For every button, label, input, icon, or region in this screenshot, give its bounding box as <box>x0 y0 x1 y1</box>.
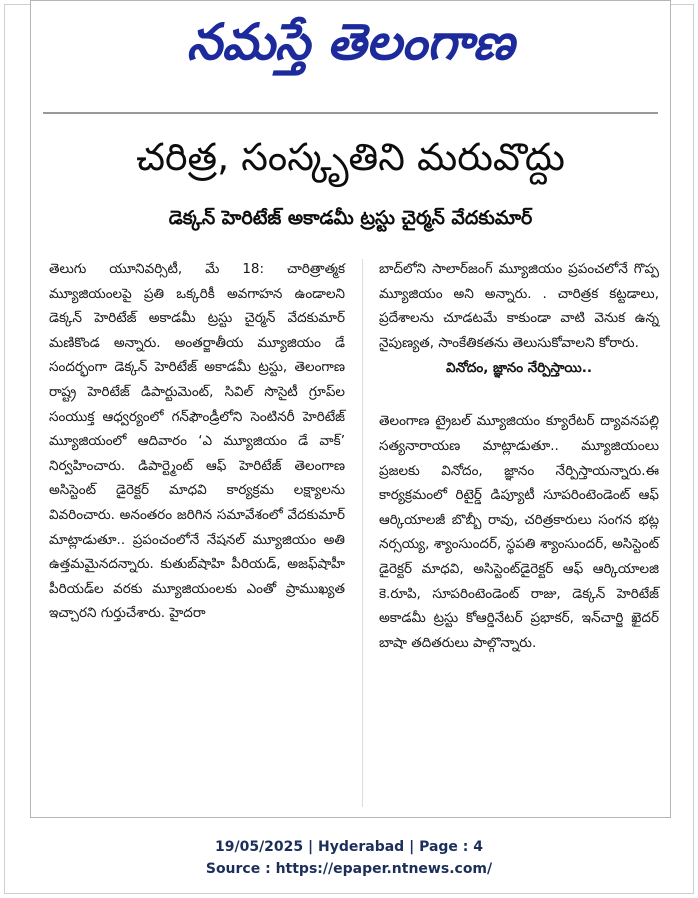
article-paragraph: తెలుగు యూనివర్సిటీ, మే 18: చారిత్రాత్మక మ్యూజియంలపై ప్రతి ఒక్కరికీ అవగాహన ఉండాలని డెక్కన్ హెరిటేజ్ అకాడమీ ట్రస్టు చైర్మన్ వేదకుమార్ మణికొండ అన్నారు. అంతర్జాతీయ మ్యూజియం డే సందర్భంగా డెక్కన్ హెరిటేజ్ అకాడమీ ట్రస్టు, తెలంగాణ రాష్ట్ర హెరిటేజ్ డిపార్టుమెంట్, సివిల్ సొసైటీ గ్రూప్‌ల సంయుక్త ఆధ్వర్యంలో గన్‌ఫౌండ్రీలోని సెంటినరీ హెరిటేజ్ మ్యూజియంలో ఆదివారం ‘ఎ మ్యూజియం డే వాక్’ నిర్వహించారు. డిపార్ట్మెంట్ ఆఫ్ హెరిటేజ్ తెలంగాణ అసిస్టెంట్ డైరెక్టర్ మాధవి కార్యక్రమ లక్ష్యాలను వివరించారు. అనంతరం జరిగిన సమావేశంలో వేదకుమార్ మాట్లాడుతూ.. ప్రపంచంలోనే నేషనల్ మ్యూజియం అతి ఉత్తమమైనదన్నారు. కుతుబ్‌షాహి పీరియడ్, అజఫ్‌షాహీ పీరియడ్‌ల వరకు మ్యూజియంలకు ఎంతో ప్రాముఖ్యత ఇచ్చారని గుర్తుచేశారు. హైదరా <box>49 261 345 622</box>
header-rule <box>43 112 658 114</box>
article-subheadline: డెక్కన్ హెరిటేజ్ అకాడమీ ట్రస్టు చైర్మన్ వేదకుమార్ <box>168 207 533 229</box>
section-gap <box>379 381 659 409</box>
article-column-2 <box>379 257 659 655</box>
newspaper-logo: నమస్తే తెలంగాణ <box>186 13 515 71</box>
article-paragraph: బాద్‌లోని సాలార్‌జంగ్ మ్యూజియం ప్రపంచలోనే గొప్ప మ్యూజియం అని అన్నారు. . చారిత్రక కట్టడాలు, ప్రదేశాలను చూడటమే కాకుండా వాటి వెనుక ఉన్న నైపుణ్యత, సాంకేతికతను తెలుసుకోవాలని కోరారు. <box>379 261 659 351</box>
article-headline: చరిత్ర, సంస్కృతిని మరువొద్దు <box>136 135 565 179</box>
page-footer <box>0 836 698 880</box>
newspaper-clipping <box>30 0 671 818</box>
section-subheading: వినోదం, జ్ఞానం నేర్పిస్తాయి.. <box>445 360 592 377</box>
source-link[interactable]: Source : https://epaper.ntnews.com/ <box>205 861 493 877</box>
dateline: 19/05/2025 | Hyderabad | Page : 4 <box>214 839 484 855</box>
masthead <box>31 5 670 83</box>
column-divider <box>362 259 363 807</box>
article-paragraph: తెలంగాణ ట్రైబల్ మ్యూజియం క్యూరేటర్ ద్యావనపల్లి సత్యనారాయణ మాట్లాడుతూ.. మ్యూజియంలు ప్రజలకు వినోదం, జ్ఞానం నేర్పిస్తాయన్నారు.ఈ కార్యక్రమంలో రిటైర్డ్ డిప్యూటీ సూపరింటెండెంట్ ఆఫ్ ఆర్కియాలజీ బొబ్బీ రావు, చరిత్రకారులు సంగన భట్ల నర్సయ్య, శ్యాంసుందర్, స్థపతి శ్యాంసుందర్, అసిస్టెంట్ డైరెక్టర్ మాధవి, అసిస్టెంట్‌డైరెక్టర్ ఆఫ్ ఆర్కియాలజి కె.రూపి, సూపరింటెండెంట్ రాజు, డెక్కన్ హెరిటేజ్ అకాడమీ ట్రస్టు కోఆర్డినేటర్ ప్రభాకర్, ఇన్‌చార్జి ఖైదర్ బాషా తదితరులు పాల్గొన్నారు. <box>379 413 659 651</box>
article-column-1 <box>49 257 345 626</box>
